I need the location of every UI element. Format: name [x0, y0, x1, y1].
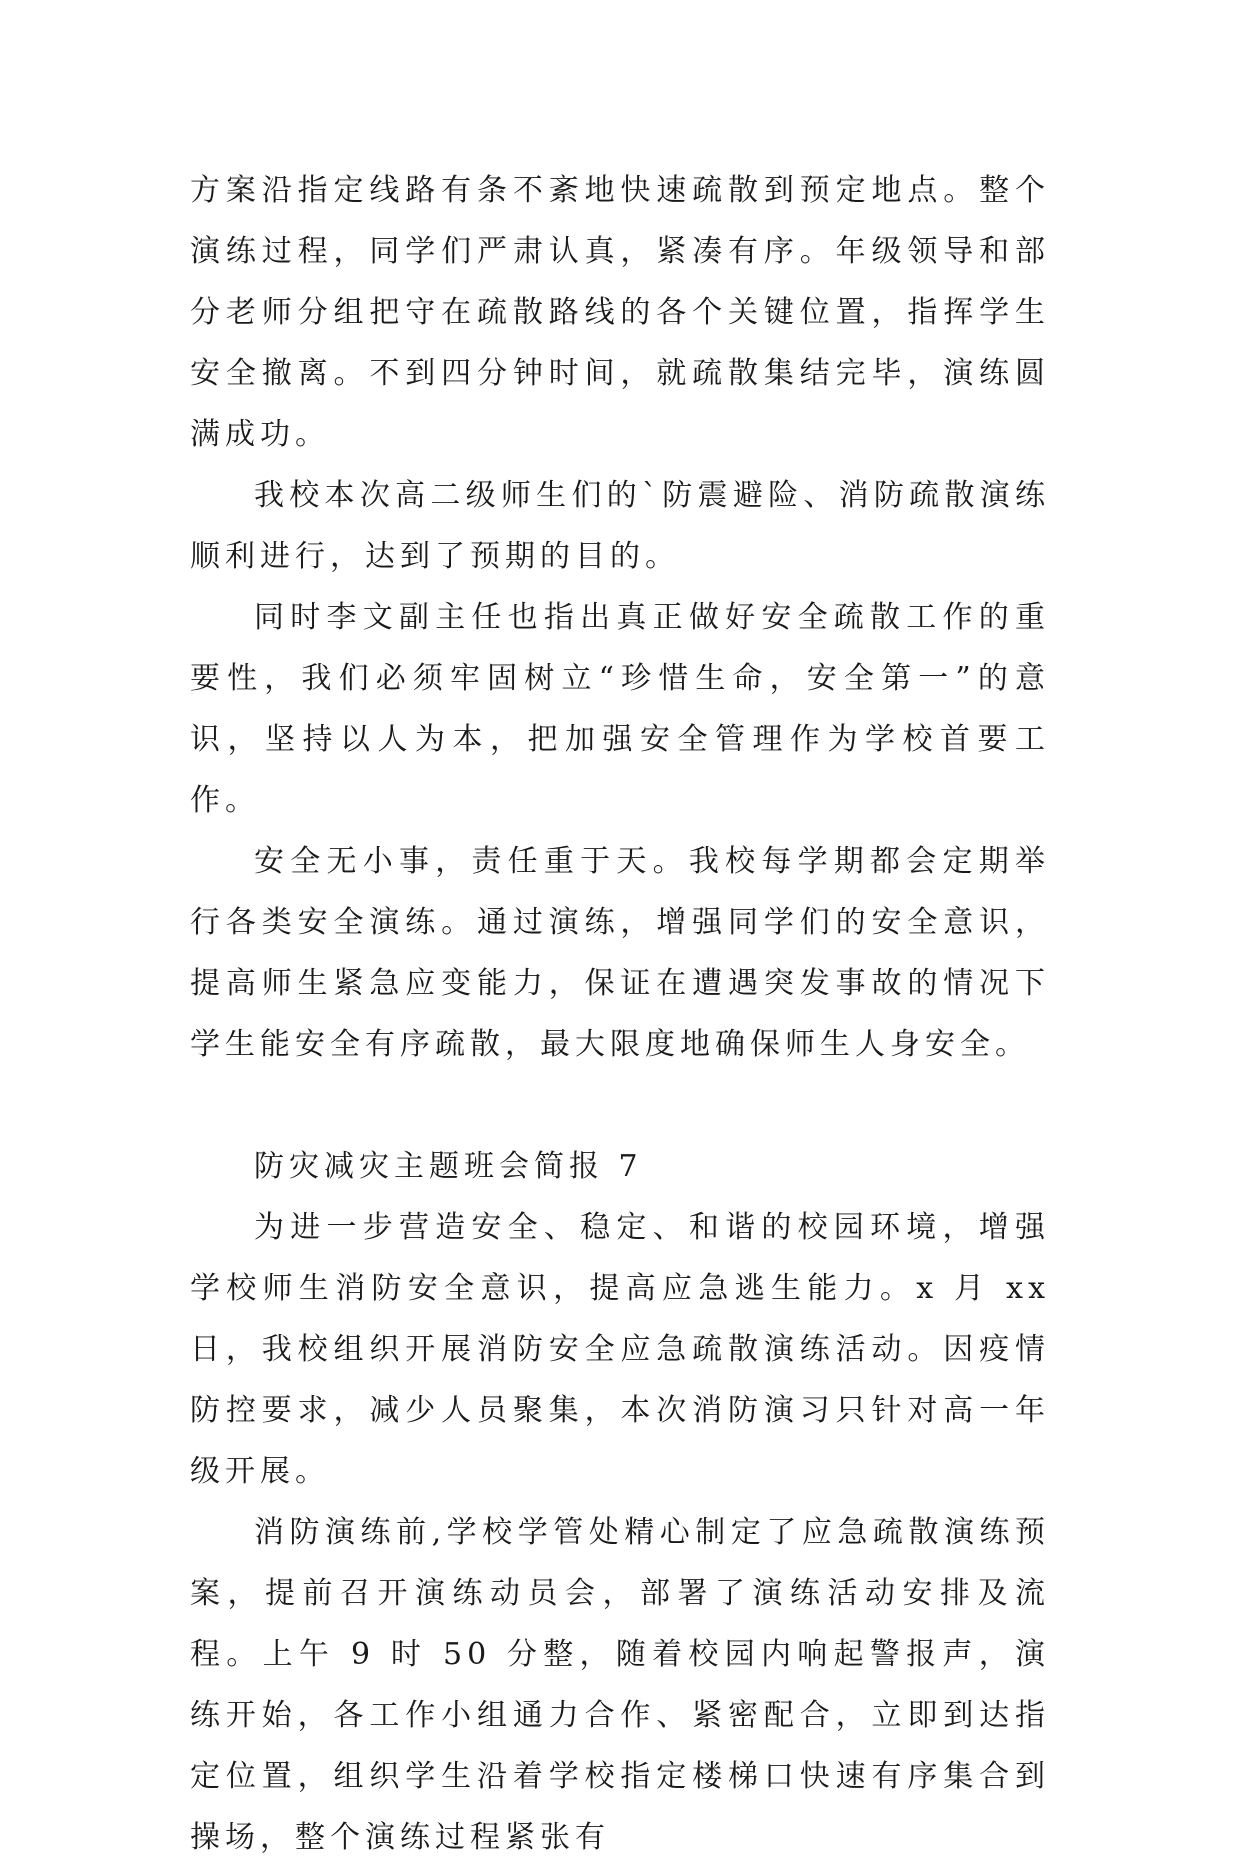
paragraph-drill-process: 消防演练前,学校学管处精心制定了应急疏散演练预案，提前召开演练动员会，部署了演练活动安排及流程。上午 9 时 50 分整，随着校园内响起警报声，演练开始，各工作小组通力合作、紧密配合，立即到达指定位置，组织学生沿着学校指定楼梯口快速有序集合到操场，整个演练过程紧张有	[190, 1515, 1050, 1855]
paragraph-continuation: 方案沿指定线路有条不紊地快速疏散到预定地点。整个演练过程，同学们严肃认真，紧凑有序。年级领导和部分老师分组把守在疏散路线的各个关键位置，指挥学生安全撤离。不到四分钟时间，就疏散集结完毕，演练圆满成功。	[190, 173, 1050, 452]
document-page	[190, 160, 1050, 1868]
paragraph-director-remarks: 同时李文副主任也指出真正做好安全疏散工作的重要性，我们必须牢固树立“珍惜生命，安全第一”的意识，坚持以人为本，把加强安全管理作为学校首要工作。	[190, 600, 1050, 818]
paragraph-drill-result: 我校本次高二级师生们的`防震避险、消防疏散演练顺利进行，达到了预期的目的。	[190, 478, 1050, 574]
section-spacer	[190, 1075, 1050, 1136]
section-title: 防灾减灾主题班会简报 7	[254, 1149, 643, 1184]
paragraph-intro: 为进一步营造安全、稳定、和谐的校园环境，增强学校师生消防安全意识，提高应急逃生能力。x 月 xx 日，我校组织开展消防安全应急疏散演练活动。因疫情防控要求，减少人员聚集，本次消防演习只针对高一年级开展。	[190, 1210, 1050, 1489]
paragraph-safety-summary: 安全无小事，责任重于天。我校每学期都会定期举行各类安全演练。通过演练，增强同学们的安全意识，提高师生紧急应变能力，保证在遭遇突发事故的情况下学生能安全有序疏散，最大限度地确保师生人身安全。	[190, 844, 1050, 1062]
